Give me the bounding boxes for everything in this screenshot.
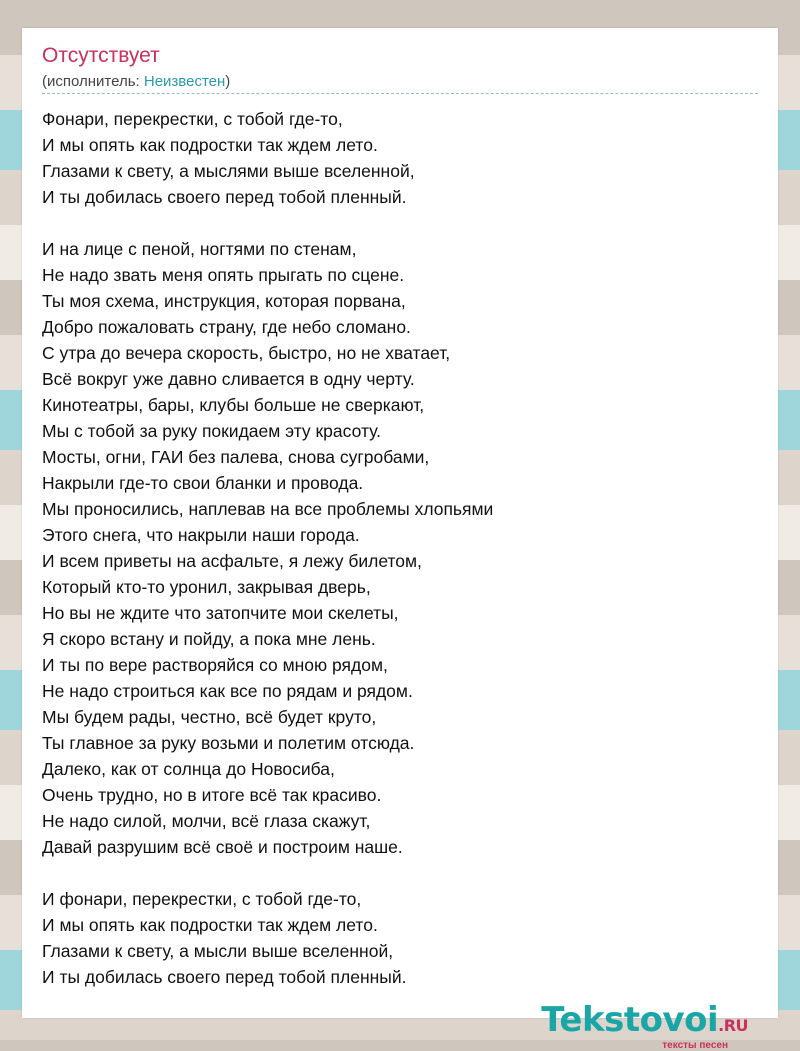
lyric-line: Добро пожаловать страну, где небо сломано. (42, 317, 411, 337)
lyric-line: И ты добилась своего перед тобой пленный. (42, 967, 407, 987)
artist-prefix: (исполнитель: (42, 73, 144, 90)
lyric-line: Но вы не ждите что затопчите мои скелеты, (42, 603, 399, 623)
logo-tagline: тексты песен (662, 1040, 728, 1051)
lyric-line: Мы будем рады, честно, всё будет круто, (42, 707, 377, 727)
lyric-line: Давай разрушим всё своё и построим наше. (42, 837, 403, 857)
lyric-line: Ты главное за руку возьми и полетим отсюда. (42, 733, 415, 753)
lyric-line: Кинотеатры, бары, клубы больше не сверкают, (42, 395, 425, 415)
lyric-line: И мы опять как подростки так ждем лето. (42, 915, 378, 935)
artist-link[interactable]: Неизвестен (143, 73, 226, 90)
lyric-line: Мы с тобой за руку покидаем эту красоту. (42, 421, 382, 441)
lyric-line: И фонари, перекрестки, с тобой где-то, (42, 889, 362, 909)
lyric-line (42, 210, 762, 236)
lyrics-text (42, 106, 762, 990)
song-title: Отсутствует (42, 44, 160, 67)
lyric-line: С утра до вечера скорость, быстро, но не хватает, (42, 343, 451, 363)
divider (42, 93, 758, 94)
artist-suffix: ) (225, 73, 231, 90)
lyric-line: И всем приветы на асфальте, я лежу билетом, (42, 551, 422, 571)
site-logo[interactable] (541, 1002, 748, 1051)
lyric-line: Глазами к свету, а мыслями выше вселенной, (42, 161, 415, 181)
logo-tld: .RU (718, 1016, 748, 1035)
lyrics-card (22, 28, 778, 1051)
lyric-line: Накрыли где-то свои бланки и провода. (42, 473, 364, 493)
lyric-line: Не надо силой, молчи, всё глаза скажут, (42, 811, 371, 831)
lyric-line: Не надо звать меня опять прыгать по сцене. (42, 265, 405, 285)
lyric-line: И на лице с пеной, ногтями по стенам, (42, 239, 357, 259)
artist-line (42, 73, 230, 90)
lyric-line: И ты по вере растворяйся со мною рядом, (42, 655, 388, 675)
lyric-line: Мы проносились, наплевав на все проблемы хлопьями (42, 499, 494, 519)
lyric-line: И ты добилась своего перед тобой пленный. (42, 187, 407, 207)
lyric-line: Фонари, перекрестки, с тобой где-то, (42, 109, 343, 129)
lyric-line: Глазами к свету, а мысли выше вселенной, (42, 941, 394, 961)
lyric-line: Я скоро встану и пойду, а пока мне лень. (42, 629, 376, 649)
lyric-line: Ты моя схема, инструкция, которая порвана, (42, 291, 406, 311)
lyric-line: Далеко, как от солнца до Новосиба, (42, 759, 335, 779)
logo-name: Tekstovoi (541, 1000, 719, 1040)
lyric-line (42, 860, 762, 886)
lyric-line: Этого снега, что накрыли наши города. (42, 525, 360, 545)
lyric-line: Который кто-то уронил, закрывая дверь, (42, 577, 371, 597)
lyric-line: И мы опять как подростки так ждем лето. (42, 135, 378, 155)
lyric-line: Мосты, огни, ГАИ без палева, снова сугробами, (42, 447, 430, 467)
lyric-line: Очень трудно, но в итоге всё так красиво. (42, 785, 382, 805)
lyric-line: Не надо строиться как все по рядам и рядом. (42, 681, 413, 701)
lyric-line: Всё вокруг уже давно сливается в одну черту. (42, 369, 415, 389)
